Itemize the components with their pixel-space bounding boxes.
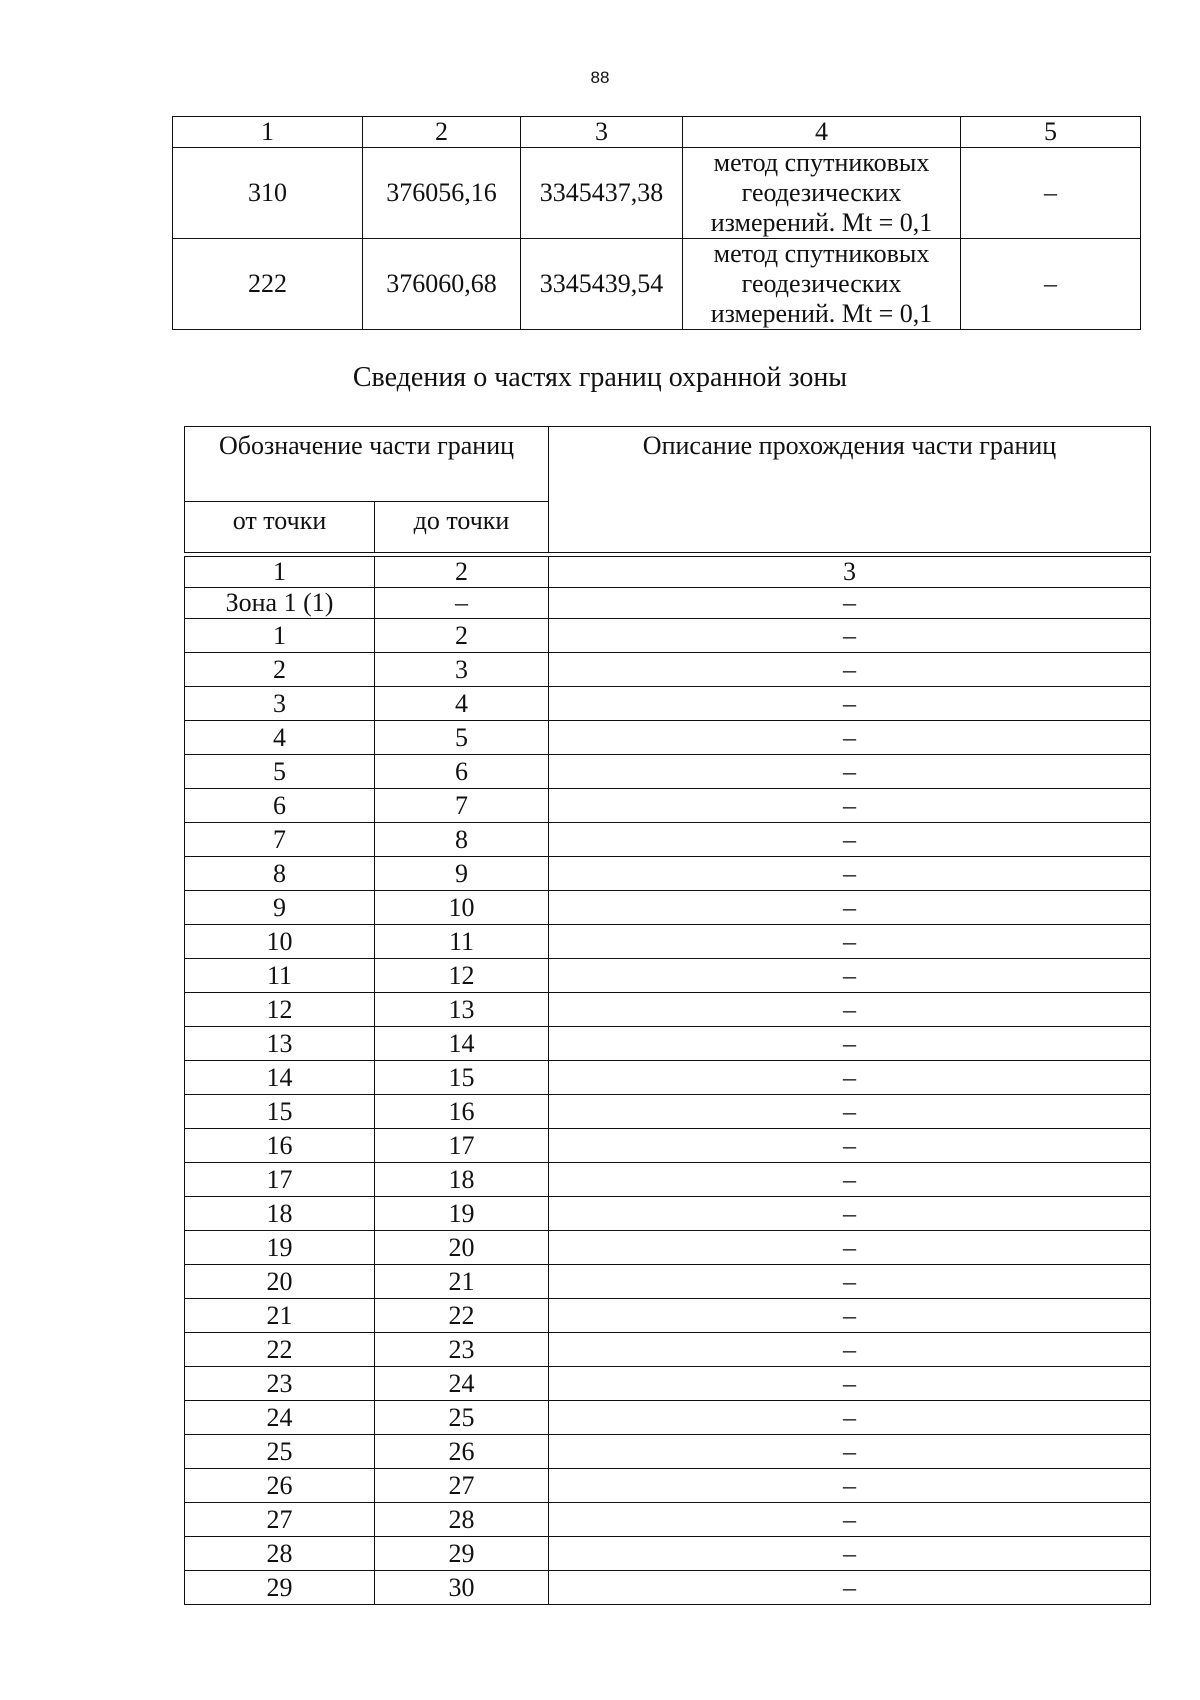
coordinates-row xyxy=(173,148,1141,239)
from-point: 29 xyxy=(185,1571,375,1605)
to-point: 7 xyxy=(375,789,549,823)
column-number: 3 xyxy=(549,557,1151,588)
table-row xyxy=(185,789,1151,823)
part-description: – xyxy=(549,1401,1151,1435)
part-description: – xyxy=(549,925,1151,959)
part-description: – xyxy=(549,993,1151,1027)
table-row xyxy=(185,857,1151,891)
to-point: 27 xyxy=(375,1469,549,1503)
part-description: – xyxy=(549,653,1151,687)
table-row xyxy=(185,755,1151,789)
from-point: 16 xyxy=(185,1129,375,1163)
point-number: 310 xyxy=(173,148,363,239)
to-point: 24 xyxy=(375,1367,549,1401)
method-line: измерений. Mt = 0,1 xyxy=(710,299,933,328)
to-point: 13 xyxy=(375,993,549,1027)
table-row xyxy=(185,1333,1151,1367)
method-description xyxy=(683,239,961,330)
part-description: – xyxy=(549,1333,1151,1367)
to-point: 6 xyxy=(375,755,549,789)
zone-row xyxy=(185,588,1151,619)
method-line: геодезических xyxy=(741,269,902,298)
part-description: – xyxy=(549,1197,1151,1231)
parts-rows xyxy=(185,619,1151,1605)
part-description: – xyxy=(549,1469,1151,1503)
from-point: 21 xyxy=(185,1299,375,1333)
table-row xyxy=(185,925,1151,959)
column-number: 1 xyxy=(173,117,363,148)
page-number: 88 xyxy=(590,68,610,87)
zone-description: – xyxy=(549,588,1151,619)
to-point: 25 xyxy=(375,1401,549,1435)
to-point: 10 xyxy=(375,891,549,925)
part-description: – xyxy=(549,619,1151,653)
table-row xyxy=(185,1027,1151,1061)
to-point: 9 xyxy=(375,857,549,891)
part-description: – xyxy=(549,1061,1151,1095)
from-point: 15 xyxy=(185,1095,375,1129)
table-row xyxy=(185,1469,1151,1503)
from-point: 22 xyxy=(185,1333,375,1367)
column-numbers-row xyxy=(185,557,1151,588)
to-point: 8 xyxy=(375,823,549,857)
from-point: 7 xyxy=(185,823,375,857)
description-header: Описание прохождения части границ xyxy=(549,427,1151,553)
to-point: 11 xyxy=(375,925,549,959)
table-row xyxy=(185,1095,1151,1129)
table-row xyxy=(185,1571,1151,1605)
method-line: геодезических xyxy=(741,178,902,207)
designation-header: Обозначение части границ xyxy=(185,427,549,502)
from-point: 12 xyxy=(185,993,375,1027)
from-point: 20 xyxy=(185,1265,375,1299)
table-row xyxy=(185,1197,1151,1231)
section-title: Сведения о частях границ охранной зоны xyxy=(352,362,848,393)
from-point: 2 xyxy=(185,653,375,687)
part-description: – xyxy=(549,1163,1151,1197)
table-row xyxy=(185,1061,1151,1095)
from-point: 26 xyxy=(185,1469,375,1503)
to-point: 2 xyxy=(375,619,549,653)
to-point: 14 xyxy=(375,1027,549,1061)
to-point: 18 xyxy=(375,1163,549,1197)
column-number: 3 xyxy=(521,117,683,148)
part-description: – xyxy=(549,1231,1151,1265)
part-description: – xyxy=(549,959,1151,993)
part-description: – xyxy=(549,1367,1151,1401)
table-row xyxy=(185,1537,1151,1571)
part-description: – xyxy=(549,1571,1151,1605)
from-point: 5 xyxy=(185,755,375,789)
coordinates-row xyxy=(173,239,1141,330)
to-point: 5 xyxy=(375,721,549,755)
to-point: 3 xyxy=(375,653,549,687)
column-number: 1 xyxy=(185,557,375,588)
column-number: 5 xyxy=(961,117,1141,148)
zone-label: Зона 1 (1) xyxy=(185,588,375,619)
from-point: 8 xyxy=(185,857,375,891)
to-point: 4 xyxy=(375,687,549,721)
to-point-header: до точки xyxy=(375,502,549,553)
part-description: – xyxy=(549,1265,1151,1299)
part-description: – xyxy=(549,857,1151,891)
part-description: – xyxy=(549,1299,1151,1333)
from-point: 13 xyxy=(185,1027,375,1061)
from-point: 24 xyxy=(185,1401,375,1435)
to-point: 22 xyxy=(375,1299,549,1333)
table-row xyxy=(185,1265,1151,1299)
part-description: – xyxy=(549,687,1151,721)
to-point: 17 xyxy=(375,1129,549,1163)
from-point: 9 xyxy=(185,891,375,925)
to-point: 12 xyxy=(375,959,549,993)
to-point: 23 xyxy=(375,1333,549,1367)
method-description xyxy=(683,148,961,239)
table-row xyxy=(185,653,1151,687)
from-point-header: от точки xyxy=(185,502,375,553)
table-row xyxy=(185,891,1151,925)
part-description: – xyxy=(549,1095,1151,1129)
part-description: – xyxy=(549,789,1151,823)
from-point: 28 xyxy=(185,1537,375,1571)
part-description: – xyxy=(549,1435,1151,1469)
note-cell: – xyxy=(961,239,1141,330)
table-row xyxy=(185,959,1151,993)
table-row xyxy=(185,993,1151,1027)
part-description: – xyxy=(549,1503,1151,1537)
note-cell: – xyxy=(961,148,1141,239)
parts-header-row xyxy=(185,427,1151,502)
table-row xyxy=(185,823,1151,857)
part-description: – xyxy=(549,1129,1151,1163)
from-point: 11 xyxy=(185,959,375,993)
to-point: 19 xyxy=(375,1197,549,1231)
to-point: 16 xyxy=(375,1095,549,1129)
from-point: 27 xyxy=(185,1503,375,1537)
coordinate-y: 3345437,38 xyxy=(521,148,683,239)
column-number: 4 xyxy=(683,117,961,148)
coordinates-table xyxy=(172,116,1141,330)
table-row xyxy=(185,1367,1151,1401)
coordinate-y: 3345439,54 xyxy=(521,239,683,330)
part-description: – xyxy=(549,721,1151,755)
to-point: 26 xyxy=(375,1435,549,1469)
to-point: 20 xyxy=(375,1231,549,1265)
from-point: 23 xyxy=(185,1367,375,1401)
from-point: 19 xyxy=(185,1231,375,1265)
method-line: измерений. Mt = 0,1 xyxy=(710,208,933,237)
table-row xyxy=(185,619,1151,653)
from-point: 6 xyxy=(185,789,375,823)
from-point: 25 xyxy=(185,1435,375,1469)
point-number: 222 xyxy=(173,239,363,330)
from-point: 14 xyxy=(185,1061,375,1095)
table-row xyxy=(185,1231,1151,1265)
method-line: метод спутниковых xyxy=(713,239,930,268)
table-row xyxy=(185,1401,1151,1435)
part-description: – xyxy=(549,1537,1151,1571)
to-point: 29 xyxy=(375,1537,549,1571)
to-point: 15 xyxy=(375,1061,549,1095)
to-point: 21 xyxy=(375,1265,549,1299)
part-description: – xyxy=(549,823,1151,857)
part-description: – xyxy=(549,891,1151,925)
part-description: – xyxy=(549,755,1151,789)
table-row xyxy=(185,1129,1151,1163)
from-point: 4 xyxy=(185,721,375,755)
to-point: 28 xyxy=(375,1503,549,1537)
to-point: 30 xyxy=(375,1571,549,1605)
coordinates-header-row xyxy=(173,117,1141,148)
table-row xyxy=(185,1435,1151,1469)
table-row xyxy=(185,1503,1151,1537)
coordinate-x: 376056,16 xyxy=(363,148,521,239)
table-row xyxy=(185,721,1151,755)
column-number: 2 xyxy=(375,557,549,588)
coordinate-x: 376060,68 xyxy=(363,239,521,330)
table-row xyxy=(185,1299,1151,1333)
from-point: 10 xyxy=(185,925,375,959)
from-point: 17 xyxy=(185,1163,375,1197)
part-description: – xyxy=(549,1027,1151,1061)
table-row xyxy=(185,687,1151,721)
column-number: 2 xyxy=(363,117,521,148)
from-point: 3 xyxy=(185,687,375,721)
table-row xyxy=(185,1163,1151,1197)
zone-to: – xyxy=(375,588,549,619)
method-line: метод спутниковых xyxy=(713,148,930,177)
from-point: 1 xyxy=(185,619,375,653)
boundary-parts-table xyxy=(184,426,1151,1605)
from-point: 18 xyxy=(185,1197,375,1231)
